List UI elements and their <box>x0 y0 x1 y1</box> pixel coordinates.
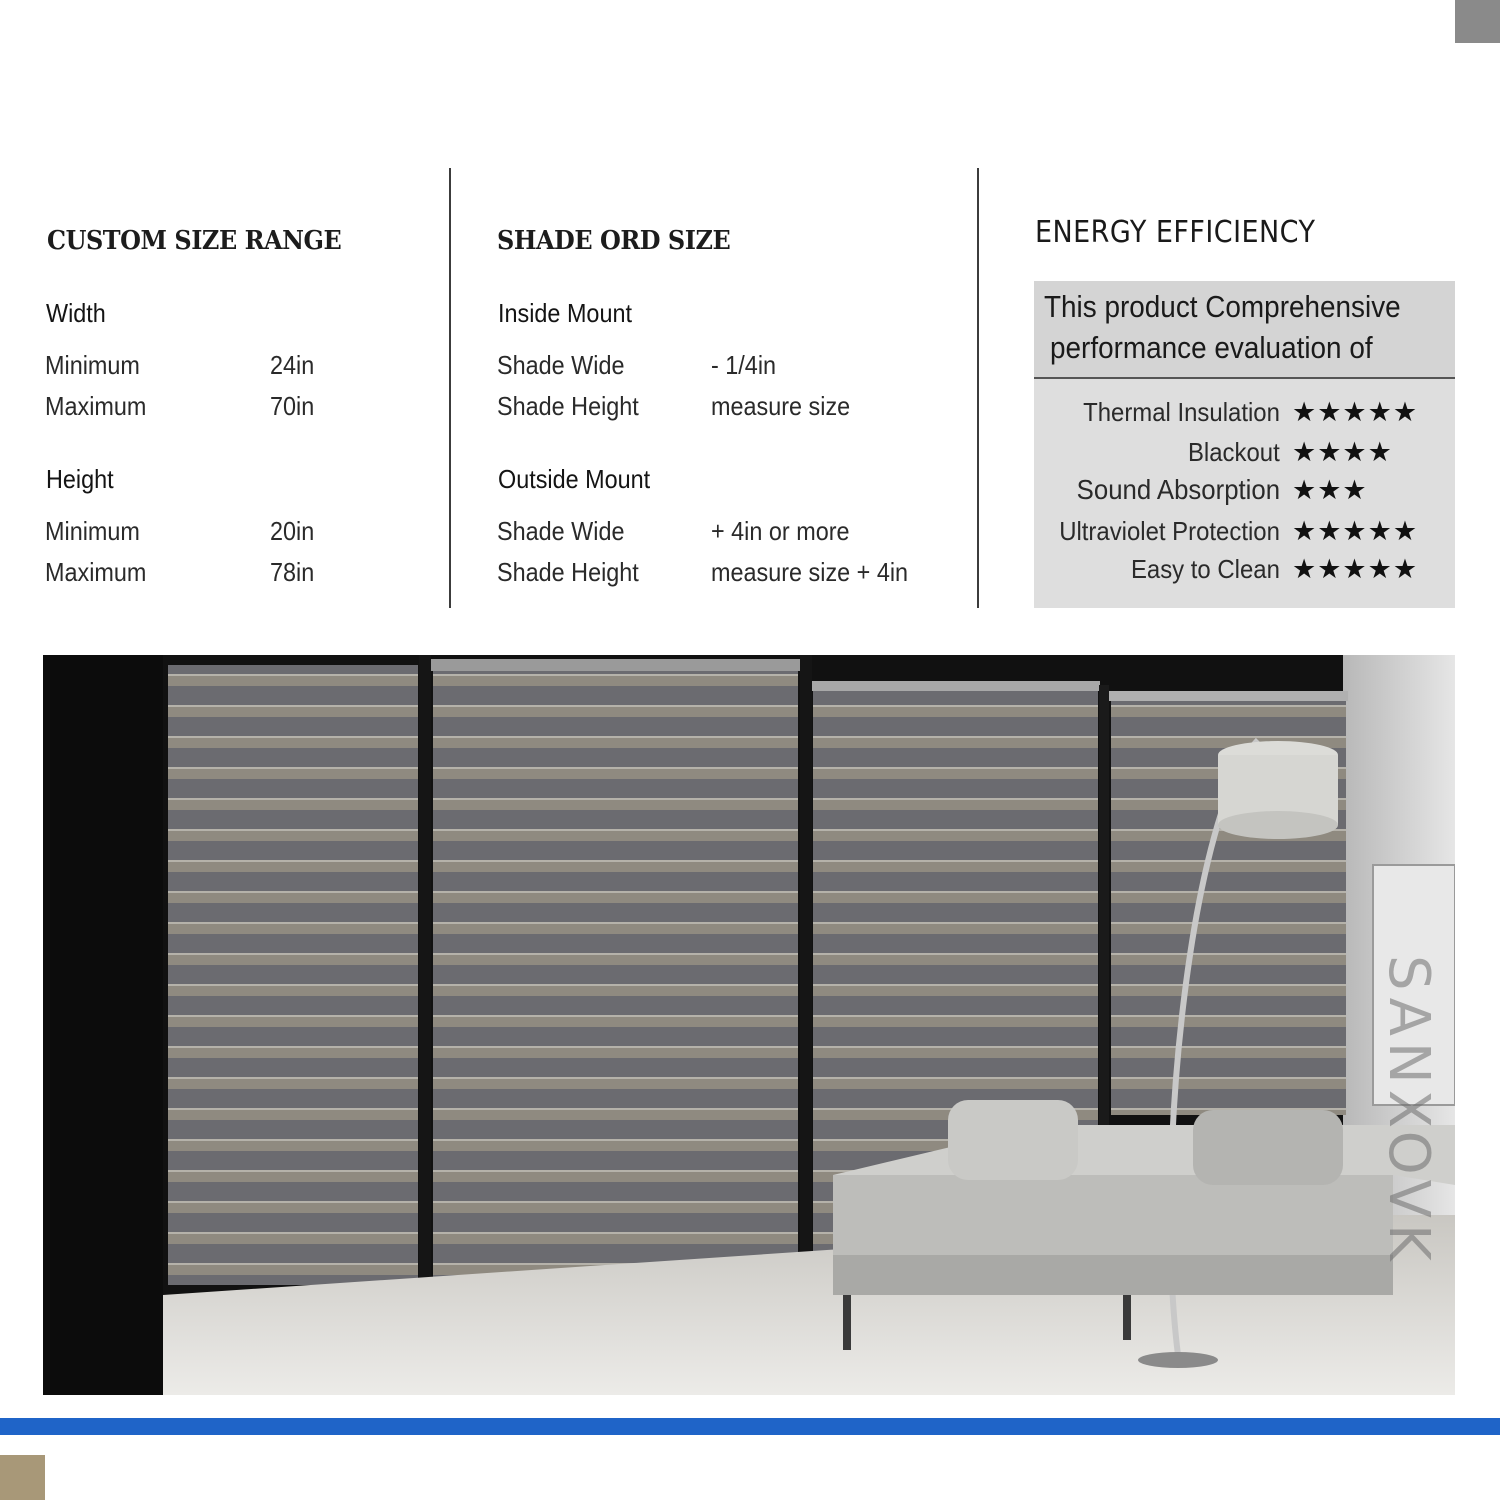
height-maximum-value: 78in <box>270 557 315 587</box>
rating-row-ultraviolet-protection <box>1040 513 1440 549</box>
star-rating-icon: ★★★★★ <box>1292 554 1419 584</box>
rating-label: Easy to Clean <box>1131 554 1280 584</box>
rating-row-thermal-insulation <box>1040 394 1440 430</box>
rating-label: Ultraviolet Protection <box>1059 516 1280 546</box>
star-rating-icon: ★★★★ <box>1292 437 1393 467</box>
custom-size-range-title: CUSTOM SIZE RANGE <box>47 226 342 256</box>
column-divider <box>977 168 979 608</box>
rating-row-easy-to-clean <box>1040 551 1440 587</box>
star-rating-icon: ★★★★★ <box>1292 397 1419 427</box>
outside-shade-height-label: Shade Height <box>497 557 639 587</box>
width-maximum-value: 70in <box>270 391 315 421</box>
outside-shade-height-value: measure size + 4in <box>711 557 909 587</box>
corner-block-top-right <box>1455 0 1500 43</box>
corner-block-bottom-left <box>0 1455 45 1500</box>
width-minimum-value: 24in <box>270 350 315 380</box>
energy-efficiency-title: ENERGY EFFICIENCY <box>1035 215 1316 250</box>
rating-row-blackout <box>1040 434 1440 470</box>
rating-label: Sound Absorption <box>1076 474 1280 505</box>
height-minimum-value: 20in <box>270 516 315 546</box>
product-photo <box>43 655 1455 1395</box>
living-room-illustration <box>43 655 1455 1395</box>
width-heading: Width <box>46 298 106 328</box>
shade-ord-size-title: SHADE ORD SIZE <box>497 226 731 256</box>
efficiency-header-line2: performance evaluation of <box>1050 330 1373 365</box>
outside-mount-heading: Outside Mount <box>498 464 651 494</box>
width-minimum-label: Minimum <box>45 350 140 380</box>
column-divider <box>449 168 451 608</box>
inside-shade-wide-label: Shade Wide <box>497 350 625 380</box>
star-rating-icon: ★★★ <box>1292 475 1368 505</box>
outside-shade-wide-label: Shade Wide <box>497 516 625 546</box>
outside-shade-wide-value: + 4in or more <box>711 516 850 546</box>
rating-row-sound-absorption <box>1040 472 1440 508</box>
height-heading: Height <box>46 464 114 494</box>
inside-mount-heading: Inside Mount <box>498 298 632 328</box>
star-rating-icon: ★★★★★ <box>1292 516 1419 546</box>
inside-shade-height-value: measure size <box>711 391 851 421</box>
inside-shade-height-label: Shade Height <box>497 391 639 421</box>
inside-shade-wide-value: - 1/4in <box>711 350 777 380</box>
efficiency-header-line1: This product Comprehensive <box>1044 289 1401 324</box>
height-minimum-label: Minimum <box>45 516 140 546</box>
height-maximum-label: Maximum <box>45 557 147 587</box>
rating-label: Thermal Insulation <box>1083 397 1280 427</box>
width-maximum-label: Maximum <box>45 391 147 421</box>
brand-watermark: SANXOVK <box>1376 955 1441 1267</box>
accent-bar <box>0 1418 1500 1435</box>
rating-label: Blackout <box>1188 437 1280 467</box>
